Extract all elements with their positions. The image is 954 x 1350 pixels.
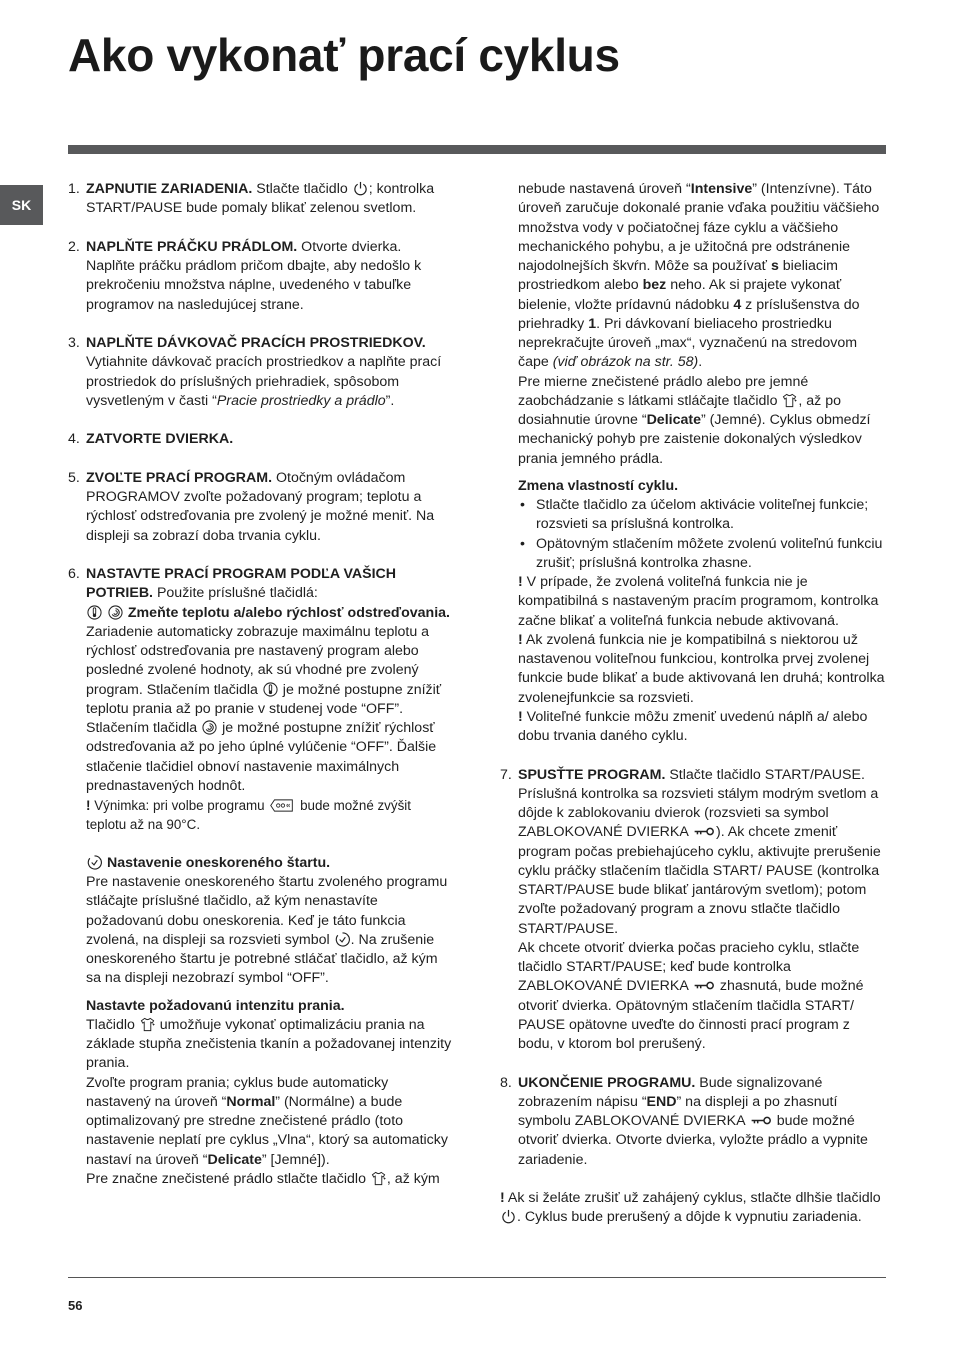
door-lock-key-icon (693, 978, 715, 993)
step-text: ). Ak chcete zmeniť program počas prebiehajúceho cyklu, aktivujte prerušenie cyklu práčky stlačením tlačidla START/ PAUSE (kontrolka START/PAUSE bude blikať jantárovým svetlom); potom zvoľte požadovaný program a znovu stlačte tlačidlo START/PAUSE. (518, 824, 881, 937)
step-5 (68, 469, 453, 546)
paragraph-text: Zariadenie automaticky zobrazuje maximálnu teplotu a rýchlosť odstreďovania pre nastavený program alebo posledné zvolené hodnoty, ak sú vhodné pre zvolený program. Stlačením tlačidla (86, 623, 430, 698)
step-heading: NAPLŇTE PRÁČKU PRÁDLOM. (86, 238, 298, 255)
spin-icon (108, 605, 123, 620)
spin-icon (202, 720, 217, 735)
paragraph-text: ” (Normálne) a bude optimalizovaný pre stredne znečistené prádlo (toto nastavenie neplatí pre cyklus „Vlna“, ktorý sa automaticky nastaví na úroveň “ (86, 1093, 448, 1168)
temperature-spin-section (86, 604, 453, 797)
level-name: Delicate (646, 412, 701, 428)
step-text: ” na displeji a po zhasnutí symbolu ZABLOKOVANÉ DVIERKA (518, 1093, 838, 1129)
step-text: Otvorte dvierka. Naplňte práčku prádlom pričom dbajte, aby nedošlo k prekročeniu množstva náplne, uvedeného v tabuľke programov na nasledujúcej strane. (86, 238, 422, 313)
step-text: Vytiahnite dávkovač pracích prostriedkov a naplňte prací prostriedok do príslušných priehradiek, spôsobom vysvetleným v časti “ (86, 354, 442, 409)
exclamation-mark: ! (518, 631, 523, 648)
right-column (500, 180, 886, 1228)
bold-text: 4 (733, 296, 742, 313)
list-item-text: Stlačte tlačidlo za účelom aktivácie voliteľnej funkcie; rozsvieti sa príslušná kontrolka. (536, 497, 869, 533)
left-column (68, 180, 453, 1208)
subsection-heading: Nastavenie oneskoreného štartu. (103, 854, 331, 871)
paragraph-text: , až kým (386, 1170, 440, 1187)
level-name: Intensive (690, 181, 753, 197)
wool-60-program-icon (269, 798, 295, 813)
paragraph-text: Zvoľte program prania; cyklus bude automaticky nastavený na úroveň “ (86, 1074, 389, 1110)
intensity-section (86, 997, 453, 1190)
exclamation-mark: ! (500, 1190, 505, 1206)
exclamation-mark: ! (518, 708, 523, 725)
step-8 (500, 1074, 886, 1170)
paragraph-text: bieliacim prostriedkom alebo (518, 258, 838, 294)
warning-note (518, 573, 886, 631)
level-name: Delicate (207, 1151, 262, 1168)
step-heading: ZAPNUTIE ZARIADENIA. (86, 181, 253, 197)
step-number: 5. (68, 469, 80, 486)
step-4 (68, 430, 453, 449)
intensive-paragraph (518, 180, 886, 373)
paragraph-text: je možné postupne znížiť rýchlosť odstreďovania až po jeho úplné vylúčenie “OFF”. Ďalšie stlačenie tlačidiel obnoví nastavenie maximálnych prednastavených hodnôt. (86, 720, 437, 794)
paragraph-text: nebude nastavená úroveň “ (518, 181, 691, 197)
step-text: Použite príslušné tlačidlá: (153, 585, 318, 602)
options-heading (518, 477, 886, 496)
subsection-heading: Nastavte požadovanú intenzitu prania. (86, 997, 345, 1014)
section-reference: Pracie prostriedky a prádlo (216, 392, 386, 409)
step-heading: UKONČENIE PROGRAMU. (518, 1074, 696, 1091)
power-icon (353, 181, 368, 196)
list-item (518, 535, 886, 574)
step-text: ; kontrolka START/PAUSE bude pomaly blikať zelenou svetlom. (86, 181, 435, 217)
shirt-intensity-icon (140, 1017, 155, 1032)
bold-text: s (770, 258, 779, 274)
paragraph-text: Výnimka: pri volbe programu (90, 798, 269, 813)
warning-note (518, 631, 886, 708)
paragraph-text: bude možné zvýšit teplotu až na 90°C. (86, 798, 411, 833)
bullet-marker: • (520, 535, 525, 552)
cancel-note (500, 1189, 886, 1228)
power-icon (501, 1209, 516, 1224)
step-number: 1. (68, 181, 80, 197)
step-6-continued (500, 180, 886, 746)
page-number: 56 (68, 1298, 83, 1313)
paragraph-text: z príslušenstva do priehradky (518, 296, 860, 332)
paragraph-text: Pre mierne znečistené prádlo alebo pre jemné zaobchádzanie s látkami stláčajte tlačidlo (518, 373, 809, 409)
step-heading: NAPLŇTE DÁVKOVAČ PRACÍCH PROSTRIEDKOV. (86, 335, 426, 351)
warning-note (518, 708, 886, 747)
exclamation-mark: ! (86, 798, 91, 813)
delay-timer-icon (87, 855, 102, 870)
step-heading: SPUSŤTE PROGRAM. (518, 766, 666, 783)
paragraph-text: Ak si želáte zrušiť už zahájený cyklus, stlačte dlhšie tlačidlo (504, 1190, 881, 1206)
step-number: 4. (68, 431, 80, 448)
delay-start-section (86, 854, 453, 989)
paragraph-text: . Cyklus bude prerušený a dôjde k vypnutiu zariadenia. (517, 1209, 862, 1226)
temperature-icon (87, 605, 102, 620)
bullet-marker: • (520, 497, 525, 513)
step-number: 6. (68, 566, 80, 582)
paragraph-text: , až po dosiahnutie úrovne “ (518, 392, 841, 428)
step-number: 2. (68, 238, 80, 255)
step-heading: ZVOĽTE PRACÍ PROGRAM. (86, 469, 273, 486)
paragraph-text: umožňuje vykonať optimalizáciu prania na základe stupňa znečistenia tkanín a požadovanej intenzity prania. (86, 1016, 452, 1072)
step-3 (68, 334, 453, 411)
step-heading: NASTAVTE PRACÍ PROGRAM PODĽA VAŠICH POTRIEB. (86, 566, 397, 602)
step-text: Otočným ovládačom PROGRAMOV zvoľte požadovaný program; teplotu a rýchlosť odstreďovania pre zvolený je možné meniť. Na displeji sa zobrazí doba trvania cyklu. (86, 469, 435, 544)
bold-text: bez (642, 277, 667, 294)
list-item-text: Opätovným stlačením môžete zvolenú voliteľnú funkciu zrušiť; príslušná kontrolka zhasne. (536, 535, 883, 571)
figure-reference: (viď obrázok na str. 58) (552, 354, 699, 371)
paragraph-text: . Pri dávkovaní bieliaceho prostriedku neprekračujte úroveň „max“, vyznačenú na stredovom čape (518, 315, 858, 371)
delicate-paragraph (518, 373, 886, 469)
title-rule (68, 145, 886, 154)
step-6 (68, 565, 453, 1189)
level-name: Normal (226, 1093, 276, 1110)
step-text: ”. (385, 392, 395, 409)
step-text: Stlačte tlačidlo START/PAUSE. Príslušná kontrolka sa rozsvieti stálym modrým svetlom a dôjde k zablokovaniu dvierok (rozsvieti sa symbol ZABLOKOVANÉ DVIERKA (518, 766, 879, 841)
paragraph-text: Pre značne znečistené prádlo stlačte tlačidlo (86, 1170, 370, 1187)
paragraph-text: je možné postupne znížiť teplotu prania až po pranie v studenej vode “OFF”. Stlačením tlačidla (86, 681, 442, 736)
subsection-heading: Zmeňte teplotu a/alebo rýchlosť odstreďovania. (123, 604, 450, 621)
paragraph-text: neho. Ak si prajete vykonať bielenie, vložte prídavnú nádobku (518, 277, 842, 313)
step-heading: ZATVORTE DVIERKA. (86, 431, 234, 448)
language-tab: SK (0, 185, 43, 225)
paragraph-text: ” (Intenzívne). Táto úroveň zaručuje dokonalé pranie vďaka použitiu väčšieho množstva vody v počiatočnej fáze cyklu a väčšieho mechanického pohybu, a je užitočná pre odstránenie najodolnejších škvŕn. Môže sa používať (518, 181, 880, 274)
step-text: Ak chcete otvoriť dvierka počas pracieho cyklu, stlačte tlačidlo START/PAUSE; keď bude kontrolka ZABLOKOVANÉ DVIERKA (518, 939, 860, 995)
door-lock-key-icon (693, 824, 715, 839)
exclamation-mark: ! (518, 574, 523, 590)
subsection-heading: Zmena vlastností cyklu. (518, 477, 679, 494)
display-text: END (646, 1093, 677, 1110)
door-lock-key-icon (750, 1113, 772, 1128)
page-title: Ako vykonať prací cyklus (68, 29, 620, 81)
step-7 (500, 766, 886, 1055)
step-text: zhasnutá, bude možné otvoriť dvierka. Opätovným stlačením tlačidla START/ PAUSE opätovne uveďte do činnosti prací program z bodu, v ktorom bol prerušený. (518, 978, 864, 1052)
step-text: Stlačte tlačidlo (252, 181, 352, 197)
paragraph-text: V prípade, že zvolená voliteľná funkcia nie je kompatibilná s nastaveným pracím programom, kontrolka začne blikať a voliteľná funkcia nebude aktivovaná. (518, 574, 879, 629)
paragraph-text: ” [Jemné]). (261, 1151, 330, 1168)
shirt-intensity-icon (782, 393, 797, 408)
paragraph-text: . Na zrušenie oneskoreného štartu je potrebné stláčať tlačidlo, až kým sa na displeji nezobrazí symbol “OFF”. (86, 931, 438, 987)
paragraph-text: Voliteľné funkcie môžu zmeniť uvedenú náplň a/ alebo dobu trvania daného cyklu. (518, 708, 868, 744)
step-number: 7. (500, 766, 512, 783)
shirt-intensity-icon (371, 1171, 386, 1186)
step-number: 8. (500, 1074, 512, 1091)
temperature-icon (263, 682, 278, 697)
step-2 (68, 238, 453, 315)
step-1 (68, 180, 453, 219)
exception-note (86, 796, 453, 835)
step-text: bude možné otvoriť dvierka. Otvorte dvierka, vyložte prádlo a vypnite zariadenie. (518, 1113, 868, 1168)
paragraph-text: . (698, 354, 703, 371)
paragraph-text: Ak zvolená funkcia nie je kompatibilná s niektorou už nastavenou voliteľnou funkciou, kontrolka prvej zvolenej funkcie bude blikať a bude aktivovaná len druhá; kontrolka zvolenejfunkcie sa rozsvieti. (518, 631, 885, 706)
bold-text: 1 (588, 315, 597, 332)
paragraph-text: Tlačidlo (86, 1016, 139, 1033)
paragraph-text: ” (Jemné). Cyklus obmedzí mechanický pohyb pre zaistenie dokonalých výsledkov prania jemného prádla. (518, 412, 871, 467)
footer-rule (68, 1277, 886, 1278)
list-item (518, 496, 886, 535)
delay-timer-icon (335, 932, 350, 947)
paragraph-text: Pre nastavenie oneskoreného štartu zvoleného programu stláčajte príslušné tlačidlo, až kým nenastavíte požadovanú dobu oneskorenia. Keď je táto funkcia zvolená, na displeji sa rozsvieti symbol (86, 874, 448, 948)
step-text: Bude signalizované zobrazením nápisu “ (518, 1074, 823, 1110)
step-number: 3. (68, 335, 80, 351)
